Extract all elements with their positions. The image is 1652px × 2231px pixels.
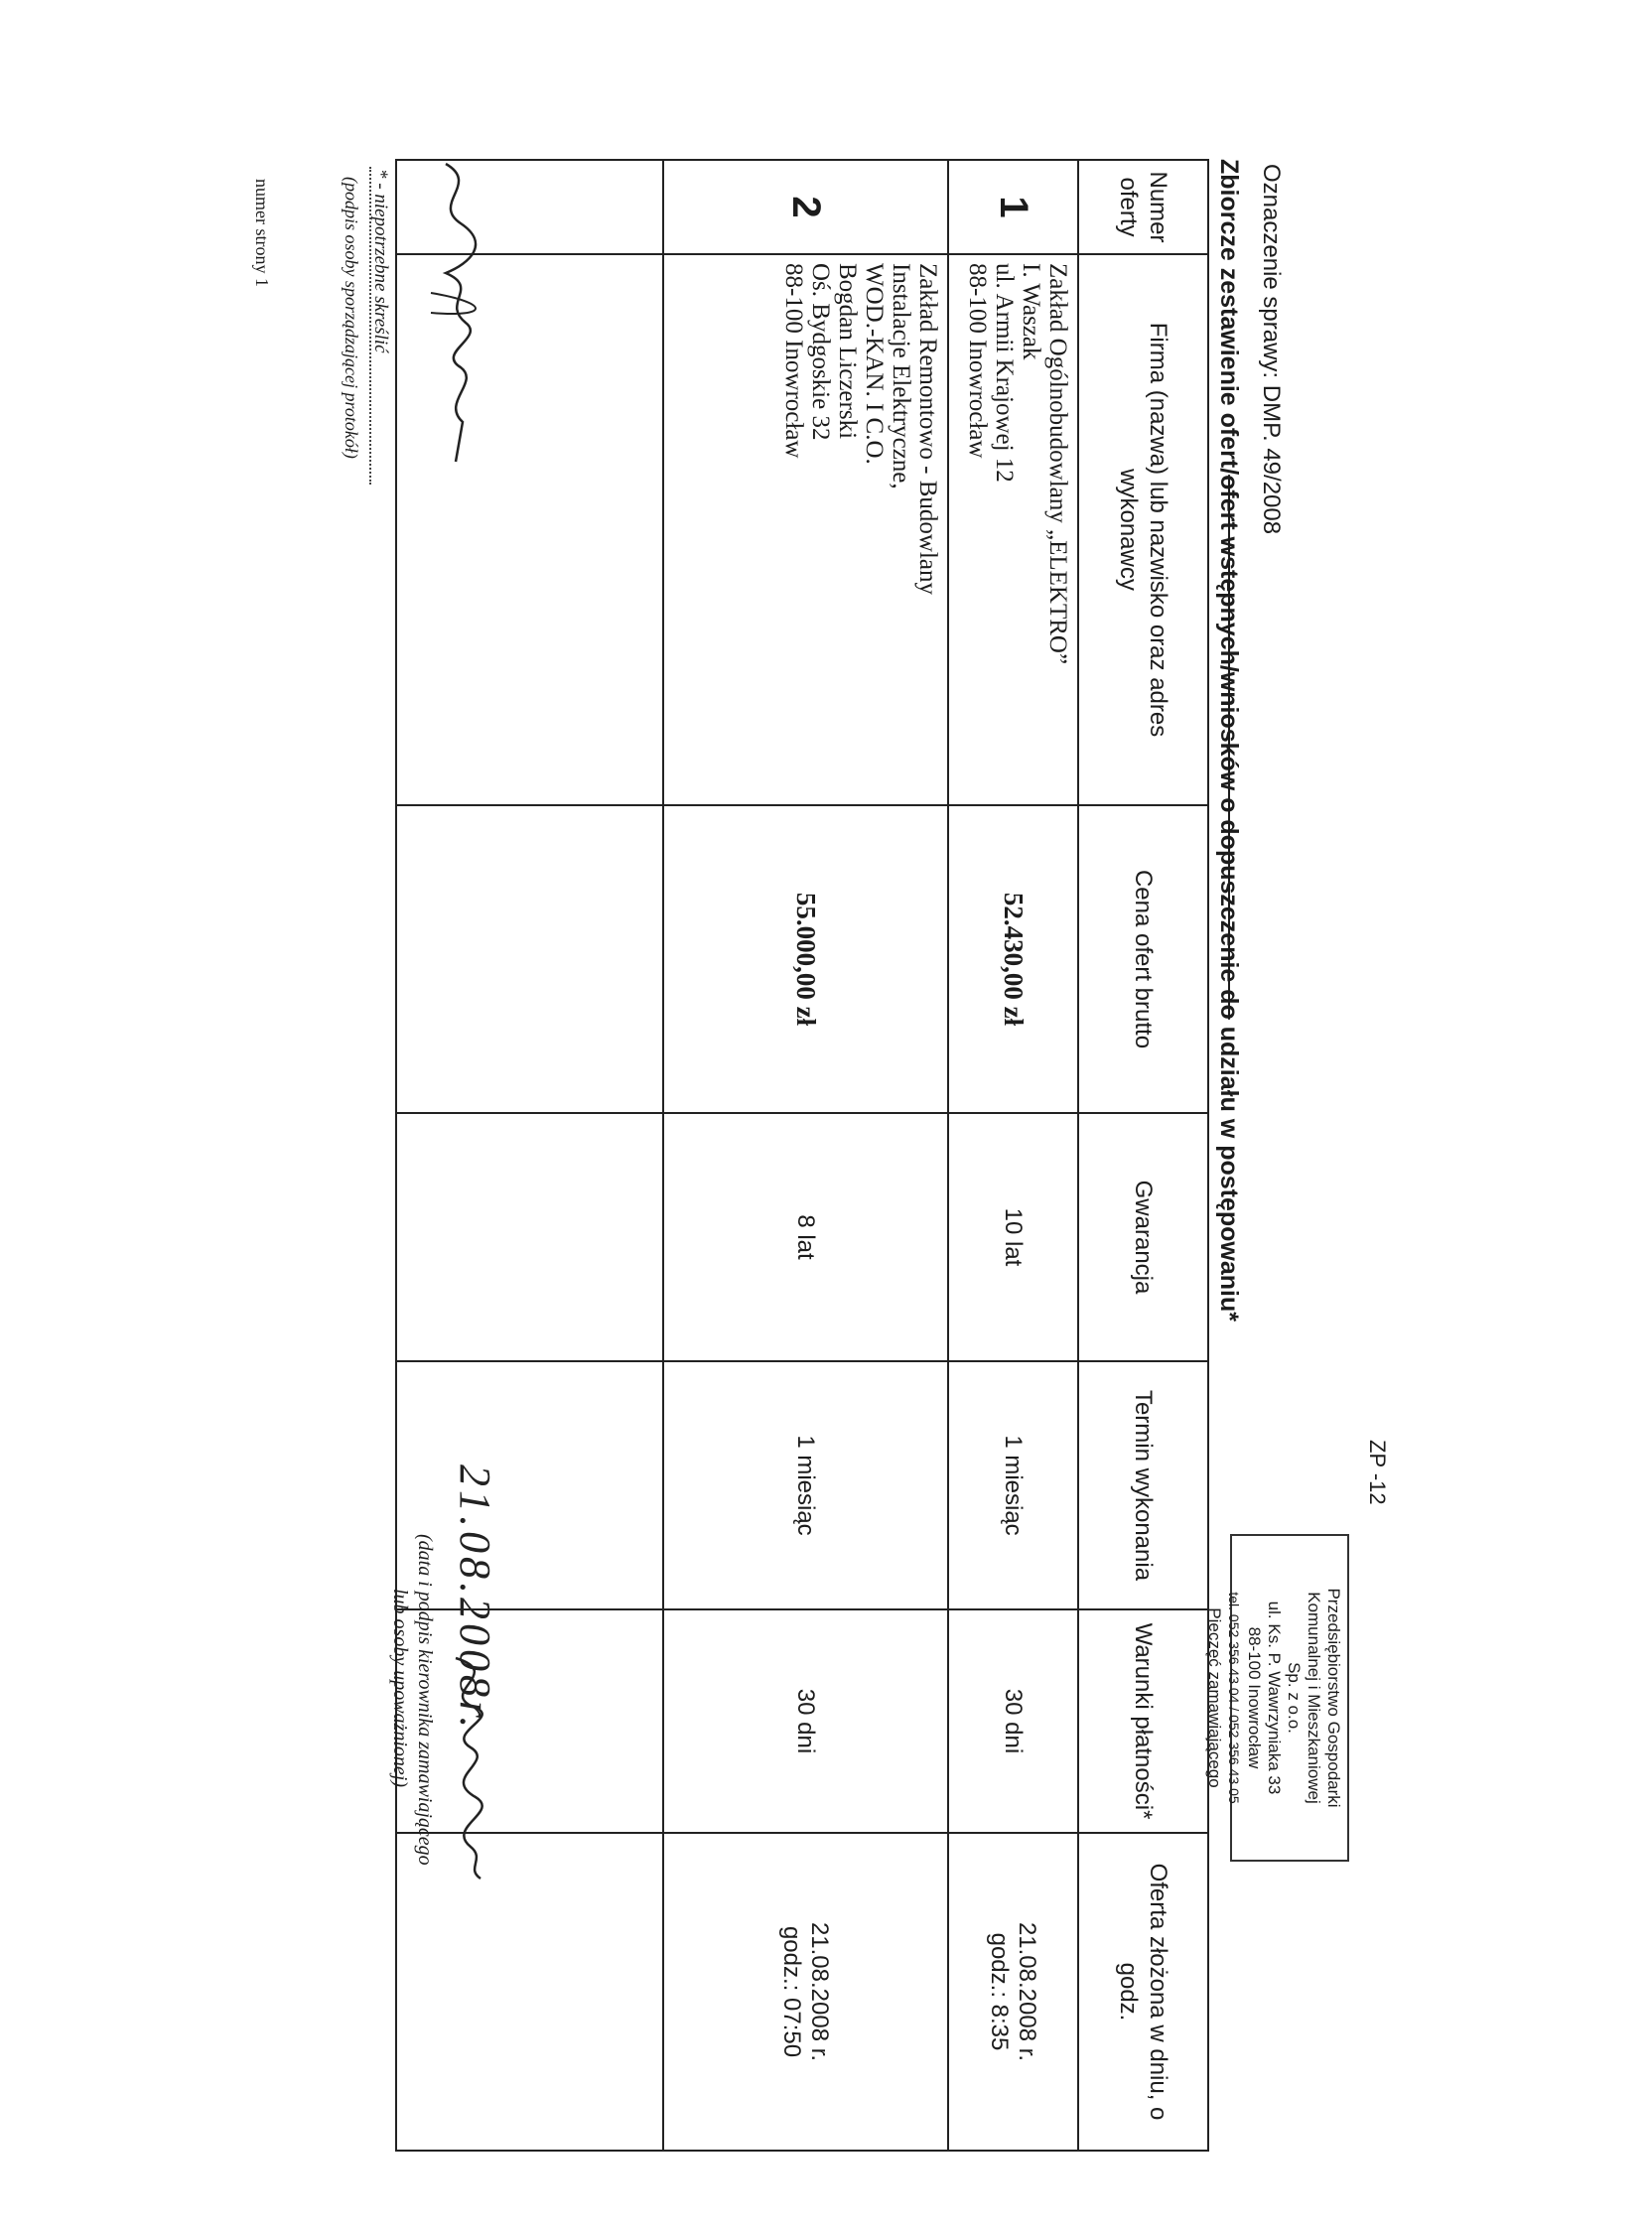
stamp-line: Przedsiębiorstwo Gospodarki xyxy=(1324,1588,1343,1808)
signature-caption-right: (data i podpis kierownika zamawiającego xyxy=(414,1534,436,1866)
stamp-line: ul. Ks. P. Wawrzyniaka 33 xyxy=(1265,1601,1284,1795)
firm-cell xyxy=(663,254,948,805)
submitted-time: godz.: 8:35 xyxy=(986,1932,1014,2051)
term-cell: 1 miesiąc xyxy=(948,1361,1078,1609)
header-firm: Firma (nazwa) lub nazwisko oraz adres wykonawcy xyxy=(1078,254,1208,805)
firm-line: Oś. Bydgoskie 32 xyxy=(806,263,834,441)
table-row xyxy=(948,160,1078,2151)
warranty-cell: 10 lat xyxy=(948,1113,1078,1361)
header-term: Termin wykonania xyxy=(1078,1361,1208,1609)
signature-caption-left: (podpis osoby sporządzającej protokół) xyxy=(342,177,361,459)
firm-line: I. Waszak xyxy=(1017,263,1044,360)
form-code: ZP -12 xyxy=(1365,1440,1390,1505)
firm-line: Zakład Ogólnobudowlany „ELEKTRO” xyxy=(1043,263,1071,665)
title-part: udziału w postępowaniu* xyxy=(1215,1019,1243,1322)
empty-cell xyxy=(396,1361,663,1609)
submitted-date: 21.08.2008 r. xyxy=(806,1921,834,2062)
handwritten-signature-left xyxy=(421,154,500,482)
footnote: * - niepotrzebne skreślić xyxy=(370,169,391,353)
submitted-cell xyxy=(948,1833,1078,2151)
stamp-line: tel. 052 356 43 04 / 052 356 43 05 xyxy=(1226,1592,1242,1804)
header-price: Cena ofert brutto xyxy=(1078,805,1208,1113)
firm-line: 88-100 Inowrocław xyxy=(779,263,807,459)
price-cell: 52.430,00 zł xyxy=(948,805,1078,1113)
price-cell: 55.000,00 zł xyxy=(663,805,948,1113)
submitted-date: 21.08.2008 r. xyxy=(1014,1921,1041,2062)
header-payment: Warunki płatności* xyxy=(1078,1609,1208,1833)
bids-table xyxy=(395,159,1209,2152)
header-number: Numer oferty xyxy=(1078,160,1208,254)
firm-line: Instalacje Elektryczne, xyxy=(887,263,914,489)
header-submitted: Oferta złożona w dniu, o godz. xyxy=(1078,1833,1208,2151)
firm-line: Bogdan Liczerski xyxy=(833,263,861,440)
stamp-line: 88-100 Inowrocław xyxy=(1245,1626,1264,1769)
table-header-row xyxy=(1078,160,1208,2151)
warranty-cell: 8 lat xyxy=(663,1113,948,1361)
signature-line xyxy=(369,167,371,485)
term-cell: 1 miesiąc xyxy=(663,1361,948,1609)
stamp-caption: Pieczęć zamawiającego xyxy=(1205,1607,1224,1788)
title-part: Zbiorcze zestawienie ofert/ xyxy=(1215,159,1243,476)
title-struck-part: ofert wstępnych/wniosków o dopuszczenie do xyxy=(1215,475,1243,1020)
handwritten-signature-right xyxy=(426,1648,515,1886)
page-number: numer strony 1 xyxy=(252,179,272,287)
offer-number: 2 xyxy=(663,160,948,254)
signature-caption-right: lub osoby upoważnionej) xyxy=(389,1589,411,1787)
firm-cell xyxy=(948,254,1078,805)
firm-line: WOD.-KAN. I C.O. xyxy=(860,263,888,465)
firm-line: 88-100 Inowrocław xyxy=(963,263,991,459)
submitted-time: godz.: 07:50 xyxy=(778,1925,806,2058)
payment-cell: 30 dni xyxy=(948,1609,1078,1833)
payment-cell: 30 dni xyxy=(663,1609,948,1833)
table-row xyxy=(663,160,948,2151)
case-number: Oznaczenie sprawy: DMP. 49/2008 xyxy=(1258,164,1285,535)
handwritten-date: 21.08.2008r. xyxy=(451,1464,499,1733)
stamp-line: Sp. z o.o. xyxy=(1285,1662,1304,1734)
empty-cell xyxy=(396,805,663,1113)
company-stamp xyxy=(1205,1534,1349,1862)
stamp-line: Komunalnej i Mieszkaniowej xyxy=(1305,1592,1323,1804)
submitted-cell xyxy=(663,1833,948,2151)
firm-line: ul. Armii Krajowej 12 xyxy=(990,263,1018,483)
firm-line: Zakład Remontowo - Budowlany xyxy=(913,263,941,595)
empty-cell xyxy=(396,1113,663,1361)
header-warranty: Gwarancja xyxy=(1078,1113,1208,1361)
document-title xyxy=(1214,159,1243,1322)
offer-number: 1 xyxy=(948,160,1078,254)
